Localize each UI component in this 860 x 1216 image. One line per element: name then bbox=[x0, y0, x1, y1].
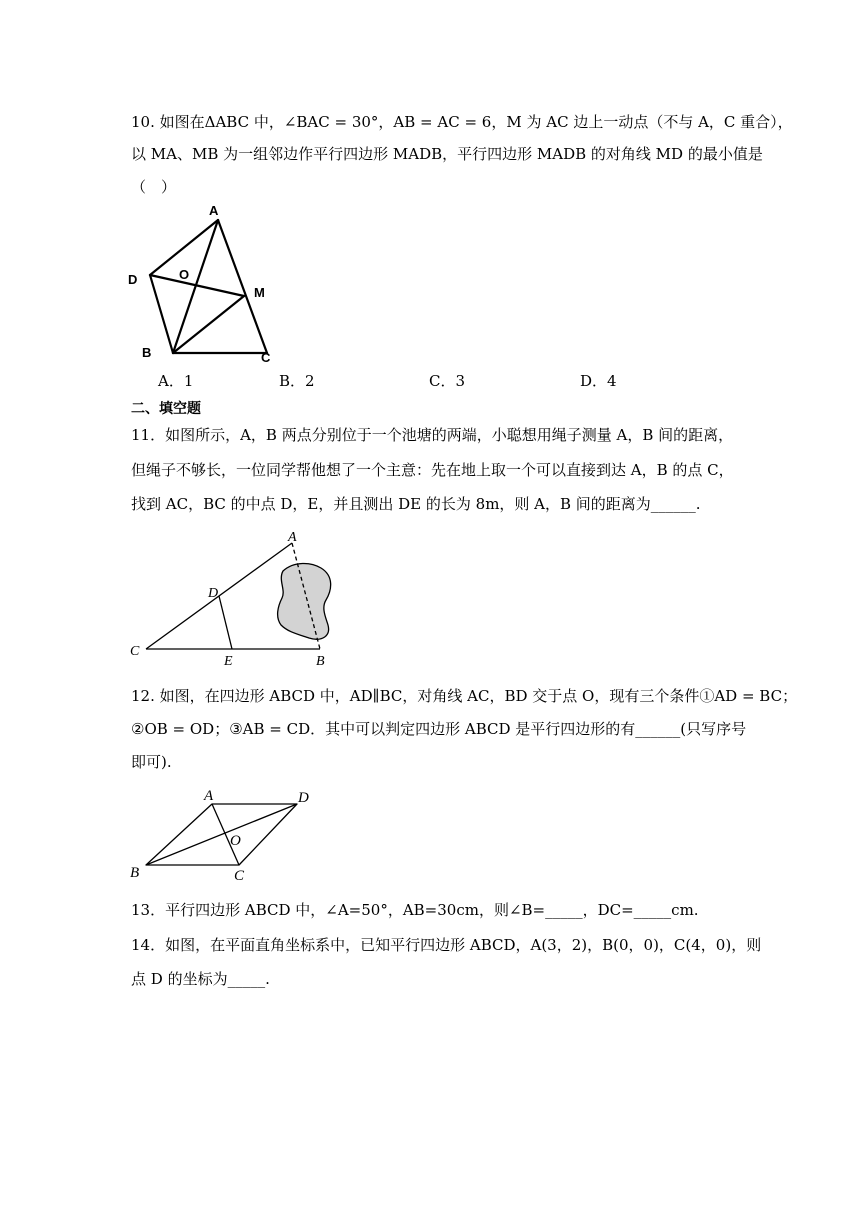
segment-DE bbox=[219, 596, 232, 649]
q11-line-2: 但绳子不够长，一位同学帮他想了一个主意：先在地上取一个可以直接到达 A，B 的点 C， bbox=[131, 461, 734, 479]
segment-DB bbox=[150, 275, 173, 353]
q11-line-1: 11．如图所示，A，B 两点分别位于一个池塘的两端，小聪想用绳子测量 A，B 间的距离， bbox=[131, 426, 734, 444]
segment-AB bbox=[173, 220, 218, 353]
q12-line-2: ②OB = OD；③AB = CD．其中可以判定四边形 ABCD 是平行四边形的有______(只写序号 bbox=[131, 720, 747, 738]
label-D: D bbox=[208, 586, 219, 601]
label-C: C bbox=[130, 644, 140, 659]
label-B: B bbox=[130, 865, 140, 881]
label-D: D bbox=[298, 790, 309, 806]
q10-line-3: （ ） bbox=[131, 178, 177, 196]
q10-option-b: B．2 bbox=[279, 372, 315, 390]
q11-line-3: 找到 AC，BC 的中点 D，E，并且测出 DE 的长为 8m，则 A，B 间的距离为______. bbox=[131, 495, 701, 513]
label-C: C bbox=[261, 350, 271, 365]
label-M: M bbox=[254, 285, 265, 300]
diagonal-BD bbox=[146, 804, 297, 865]
q10-line-2: 以 MA、MB 为一组邻边作平行四边形 MADB，平行四边形 MADB 的对角线 MD 的最小值是 bbox=[131, 145, 763, 163]
label-D: D bbox=[128, 272, 138, 287]
pond-shape bbox=[278, 563, 331, 639]
label-O: O bbox=[230, 833, 241, 849]
label-C: C bbox=[234, 868, 245, 884]
label-E: E bbox=[224, 654, 233, 669]
label-B: B bbox=[142, 345, 152, 360]
q12-line-1: 12. 如图，在四边形 ABCD 中，AD∥BC，对角线 AC，BD 交于点 O，现有三个条件①AD = BC； bbox=[131, 687, 798, 705]
q12-figure bbox=[126, 785, 326, 885]
q11-figure bbox=[126, 528, 346, 670]
q13-line-1: 13．平行四边形 ABCD 中，∠A=50°，AB=30cm，则∠B=_____，DC=_____cm. bbox=[131, 901, 699, 919]
q10-option-c: C．3 bbox=[429, 372, 466, 390]
q10-line-1: 10. 如图在ΔABC 中，∠BAC = 30°，AB = AC = 6，M 为 AC 边上一动点（不与 A，C 重合）， bbox=[131, 113, 793, 131]
section-title: 二、填空题 bbox=[131, 401, 201, 417]
q10-figure bbox=[120, 200, 280, 370]
label-A: A bbox=[204, 788, 214, 804]
q14-line-2: 点 D 的坐标为_____. bbox=[131, 970, 270, 988]
q10-option-d: D．4 bbox=[580, 372, 617, 390]
label-A: A bbox=[288, 530, 297, 545]
q14-line-1: 14．如图，在平面直角坐标系中，已知平行四边形 ABCD，A(3，2)，B(0，0)，C(4，0)，则 bbox=[131, 936, 762, 954]
segment-DM bbox=[150, 275, 244, 296]
q12-line-3: 即可). bbox=[131, 753, 172, 771]
label-A: A bbox=[209, 203, 219, 218]
label-O: O bbox=[179, 267, 190, 282]
q10-option-a: A．1 bbox=[158, 372, 194, 390]
label-B: B bbox=[316, 654, 325, 669]
